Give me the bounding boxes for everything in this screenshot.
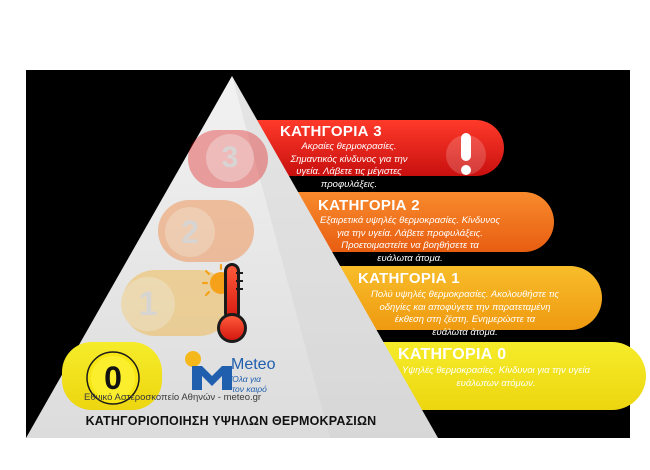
category-3-description: Ακραίες θερμοκρασίες. Σημαντικός κίνδυνος για την υγεία. Λάβετε τις μέγιστες προφυλάξεις. xyxy=(290,141,408,190)
observatory-credit: Εθνικό Αστεροσκοπείο Αθηνών - meteo.gr xyxy=(84,392,262,403)
level-3-number: 3 xyxy=(221,141,239,174)
category-1-description: Πολύ υψηλές θερμοκρασίες. Ακολουθήστε τις οδηγίες και αποφύγετε την παρατεταμένη έκθεση στη ζέστη. Ενημερώστε τα ευάλωτα άτομα. xyxy=(371,289,559,338)
category-0-title: ΚΑΤΗΓΟΡΙΑ 0 xyxy=(398,346,507,363)
level-2-ghost xyxy=(158,200,254,262)
meteo-tagline: Όλα για τον καιρό xyxy=(232,374,267,394)
category-0-description: Υψηλές θερμοκρασίες. Κίνδυνοι για την υγεία ευάλωτων ατόμων. xyxy=(401,365,591,389)
level-0-number: 0 xyxy=(104,360,122,396)
category-3-title: ΚΑΤΗΓΟΡΙΑ 3 xyxy=(280,123,382,140)
infographic-title: ΚΑΤΗΓΟΡΙΟΠΟΙΗΣΗ ΥΨΗΛΩΝ ΘΕΡΜΟΚΡΑΣΙΩΝ xyxy=(85,414,377,428)
meteo-brand-name: Meteo xyxy=(231,356,276,373)
category-1-title: ΚΑΤΗΓΟΡΙΑ 1 xyxy=(358,270,460,287)
category-2-title: ΚΑΤΗΓΟΡΙΑ 2 xyxy=(318,197,420,214)
level-2-number: 2 xyxy=(181,214,199,250)
level-1-number: 1 xyxy=(138,285,158,323)
category-2-description: Εξαιρετικά υψηλές θερμοκρασίες. Κίνδυνος για την υγεία. Λάβετε προφυλάξεις. Προετοιμαστείτε να βοηθήσετε τα ευάλωτα άτομα. xyxy=(319,215,501,264)
